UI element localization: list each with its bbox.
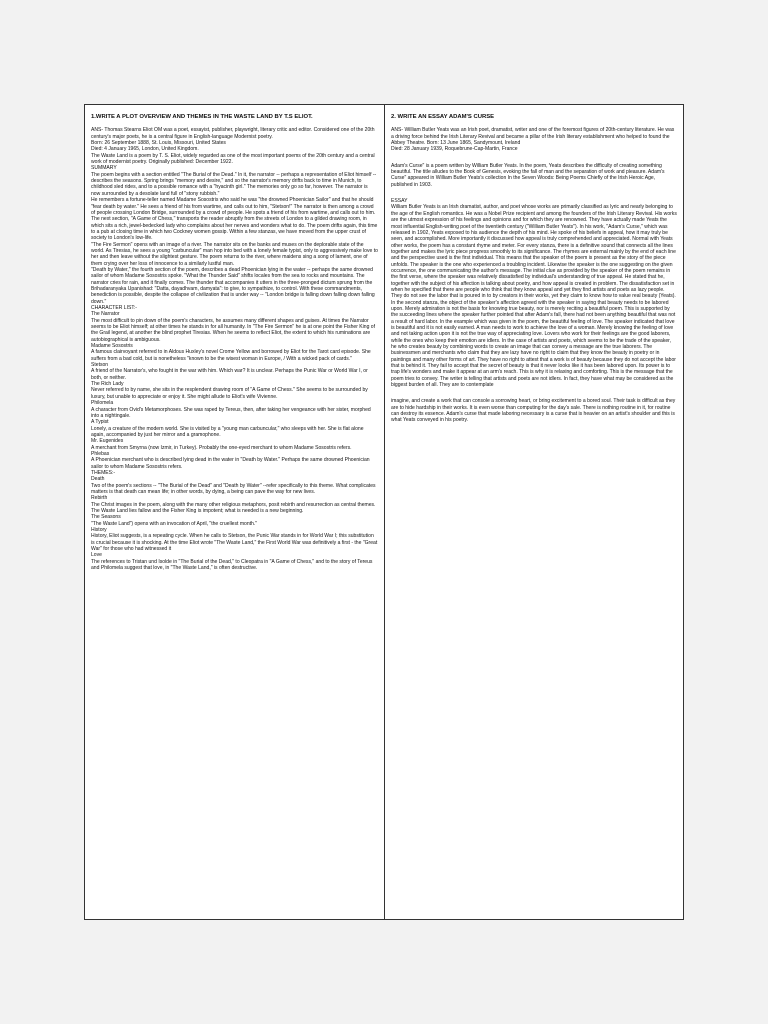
question-two-heading: 2. WRITE AN ESSAY ADAM'S CURSE: [391, 114, 495, 120]
themes-text: Death Two of the poem's sections -- "The Burial of the Dead" and "Death by Water" --refer specifically to this theme. What complicates matters is that death can mean life; in other words, by dying, a being can pave the way for new lives. Rebirth The Christ images in the poem, along with the many other religious metaphors, posit rebirth and resurrection as central themes. The Waste Land lies fallow and the Fisher King is impotent; what is needed is a new beginning. The Seasons "The Waste Land") opens with an invocation of April, "the cruellest month." History History, Eliot suggests, is a repeating cycle. When he calls to Stetson, the Punic War stands in for World War I; this substitution is crucial because it is shocking. At the time Eliot wrote "The Waste Land," the First World War was definitively a first - the "Great War" for those who had witnessed it Love The references to Tristan und Isolde in "The Burial of the Dead," to Cleopatra in "A Game of Chess," and to the story of Tereus and Philomela suggest that love, in "The Waste Land," is often destructive.: [91, 476, 378, 572]
document-page: [84, 104, 684, 920]
character-list-text: The Narrator The most difficult to pin down of the poem's characters, he assumes many different shapes and guises. At times the Narrator seems to be Eliot himself; at other times he stands in for all humanity. In "The Fire Sermon" he is at one point the Fisher King of the Grail legend, at another the blind prophet Tiresias. When he seems to reflect Eliot, the extent to which his ruminations are autobiographical is ambiguous. Madame Sosostris A famous clairvoyant referred to in Aldous Huxley's novel Crome Yellow and borrowed by Eliot for the Tarot card episode. She suffers from a bad cold, but is nonetheless "known to be the wisest woman in Europe, / With a wicked pack of cards." Stetson A friend of the Narrator's, who fought in the war with him. Which war? It is unclear. Perhaps the Punic War or World War I, or both, or neither. The Rich Lady Never referred to by name, she sits in the resplendent drawing room of "A Game of Chess." She seems to be surrounded by luxury, but unable to appreciate or enjoy it. She might allude to Eliot's wife Vivienne. Philomela A character from Ovid's Metamorphoses. She was raped by Tereus, then, after taking her vengeance with her sister, morphed into a nightingale. A Typist Lonely, a creature of the modern world. She is visited by a "young man carbuncular," who sleeps with her. She is flat alone again, accompanied by just her mirror and a gramophone. Mr. Eugenides A merchant from Smyrna (now Izmir, in Turkey). Probably the one-eyed merchant to whom Madame Sosostris refers. Phlebas A Phoenician merchant who is described lying dead in the water in "Death by Water." Perhaps the same drowned Phoenician sailor to whom Madame Sosostris refers.: [91, 311, 376, 470]
poem-intro: Adam's Curse" is a poem written by William Butler Yeats. In the poem, Yeats describes the difficulty of creating something beautiful. The title alludes to the Book of Genesis, evoking the fall of man and the separation of work and pleasure. Adam's Curse" appeared in William Butler Yeats's collection In the Seven Woods: Being Poems Chiefly of the Irish Heroic Age, published in 1903.: [391, 162, 665, 188]
left-column: [85, 105, 384, 919]
summary-title: SUMMARY: [91, 165, 117, 172]
essay-closing: imagine, and create a work that can console a sorrowing heart, or bring excitement to a bored soul. Their task is difficult as they are to hide hardship in their works. It is even worse than computing for the day's sale. There is nothing routine in it, for routine can destroy its essence. Adam's curse that made laboring necessary is a curse that is heavier on an artist's shoulder and this is what Yeats conveyed in his poetry.: [391, 398, 676, 424]
right-column: [384, 105, 683, 919]
eliot-bio: ANS- Thomas Stearns Eliot OM was a poet, essayist, publisher, playwright, literary critic and editor. Considered one of the 20th century's major poets, he is a central figure in English-language Modernist poetry. Born: 26 September 1888, St. Louis, Missouri, United States Died: 4 January 1965, London, United Kingdom. The Waste Land is a poem by T. S. Eliot, widely regarded as one of the most important poems of the 20th century and a central work of modernist poetry. Originally published: December 1922.: [91, 127, 375, 166]
character-list-title: CHARACTER LIST:-: [91, 305, 137, 311]
themes-title: THEMES:-: [91, 469, 116, 476]
summary-text: The poem begins with a section entitled "The Burial of the Dead." In it, the narrator -- perhaps a representation of Eliot himself -- describes the seasons. Spring brings "memory and desire," and so the narrator's memory drifts back to time in Munich, to childhood sled rides, and to a possible romance with a "hyacinth girl." The memories only go so far, however. The narrator is now surrounded by a desolate land full of "stony rubbish." He remembers a fortune-teller named Madame Sosostris who said he was "the drowned Phoenician Sailor" and that he should "fear death by water." He sees a friend of his from wartime, and calls out to him, "Stetson!" The narrator is then among a crowd of people crossing London Bridge, surrounded by a crowd of people. He spots a friend of his from wartime, and calls out to him. The next section, "A Game of Chess," transports the reader abruptly from the streets of London to a gilded drawing room, in which sits a rich, jewel-bedecked lady who complains about her nerves and wonders what to do. The poem drifts again, this time to a pub at closing time in which two Cockney women gossip. Within a few stanzas, we have moved from the upper crust of society to London's low-life. "The Fire Sermon" opens with an image of a river. The narrator sits on the banks and muses on the deplorable state of the world. As Tiresias, he sees a young "carbuncular" man hop into bed with a lonely female typist, only to aggressively make love to her and then leave without the slightest gesture. The poem returns to the river, where maidens sing a song of lament, one of them crying over her loss of innocence to a similarly lustful man. "Death by Water," the fourth section of the poem, describes a dead Phoenician lying in the water -- perhaps the same drowned sailor of whom Madame Sosostris spoke. "What the Thunder Said" shifts locales from the sea to rocks and mountains. The narrator cries for rain, and it finally comes. The thunder that accompanies it utters in the three-pronged dictum sprung from the Brihadaranyaka Upanishad: "Datta, dayadhvam, damyata": to give, to sympathize, to control. With these commandments, benediction is possible, despite the collapse of civilization that is under way -- "London bridge is falling down falling down falling down.": [91, 171, 378, 305]
essay-text: William Butler Yeats is an Irish dramatist, author, and poet whose works are primarily classified as lyric and nearly belonging to the age of the English romantics. He was a Nobel Prize recipient and among the founders of the Irish Literary Revival. His works are the utmost expression of his feelings and opinions and for which they are renowned. They have actually made Yeats the most influential English-writing poet of the twentieth century ("William Butler Yeats"). In his work, "Adam's Curse," which was released in 1902, Yeats exposed to his audience the depth of his mind. He spoke of his beliefs in appeal, how it may truly be seen, and accomplished. More importantly it discussed how appeal is truly comprehended and appreciated. Normal with Yeats other works, the poem has a constant rhyme and meter. For every stanza, there is a definitive sound that connects all the lines together and makes the lyric piece progress smoothly to its significance. The rhymes are external mainly by the end of each line and the perspective used is the first individual. This means that the speaker of the poem is present as the story of the piece unfolds. The speaker is the one who experienced a troubling incident. Likewise the speaker is the one suggesting on the given occurrence, the one communicating the author's message. The initial clue as provided by the speaker of the poem remains in the first verse, where the speaker was relatively dissatisfied by individual's understanding of true appeal. He stated that he, together with the subject of his affection is talking about poetry, and how appeal is created in problem. The dissatisfaction set in when he specified that there are people who think that they know appeal and yet they find artists and poets as lazy people. They do not see the labor that is poured in to by creators in their works, yet they claim to know how to value real beauty (Yeats). In the second stanza, the object of the speaker's affection agreed with the speaker in saying that beauty needs to be labored upon. Merely admiration is not the basis for knowing true beauty, nor is merely reciting a beautiful poem. This is supported by the succeeding lines where the speaker further pointed that after Adam's fall, there had not been anything beautiful that was not a result of hard labor. In the example which was given in the poem, the beautiful feeling of love. The speaker indicated that love is beautiful and it is not easily earned. A man needs to work to achieve the love of a woman. Merely knowing the feeling of love and not taking action upon it is not the true way of appreciating love. Lovers who work for their feelings are the good laborers, while the ones who keep their emotion are idlers. In the case of artists and poets, which seems to be the trade of the speaker, he who creates beauty by combining words to create an image that can convey a message are the true laborers. The businessmen and merchants who claim that they are lazy have no right to claim that they know the beauty in poetry or in paintings and many other forms of art. They have no right to attest that a work is of beauty because they do not accept the labor that is behind it. They fail to accept that the secret of beauty is that it never looks like it has been labored upon. Its power is to trap life's wonders and make it appear at an arm's reach. This is why it is relaxing and comforting. This is the message that the poem tries to convey. The writer is telling that artists and poets are not idlers. In fact, they have what may be considered as the biggest burden of all. They are to contemplate: [391, 204, 677, 389]
essay-title: ESSAY: [391, 198, 408, 205]
question-one-heading: 1.WRITE A PLOT OVERVIEW AND THEMES IN THE WASTE LAND BY T.S ELIOT.: [91, 114, 313, 120]
yeats-bio: ANS- William Butler Yeats was an Irish poet, dramatist, writer and one of the foremost figures of 20th-century literature. He was a driving force behind the Irish Literary Revival and became a pillar of the Irish literary establishment who helped to found the Abbey Theatre. Born: 13 June 1865, Sandymount, Ireland Died: 28 January 1939, Roquebrune-Cap-Martin, France: [391, 127, 675, 153]
